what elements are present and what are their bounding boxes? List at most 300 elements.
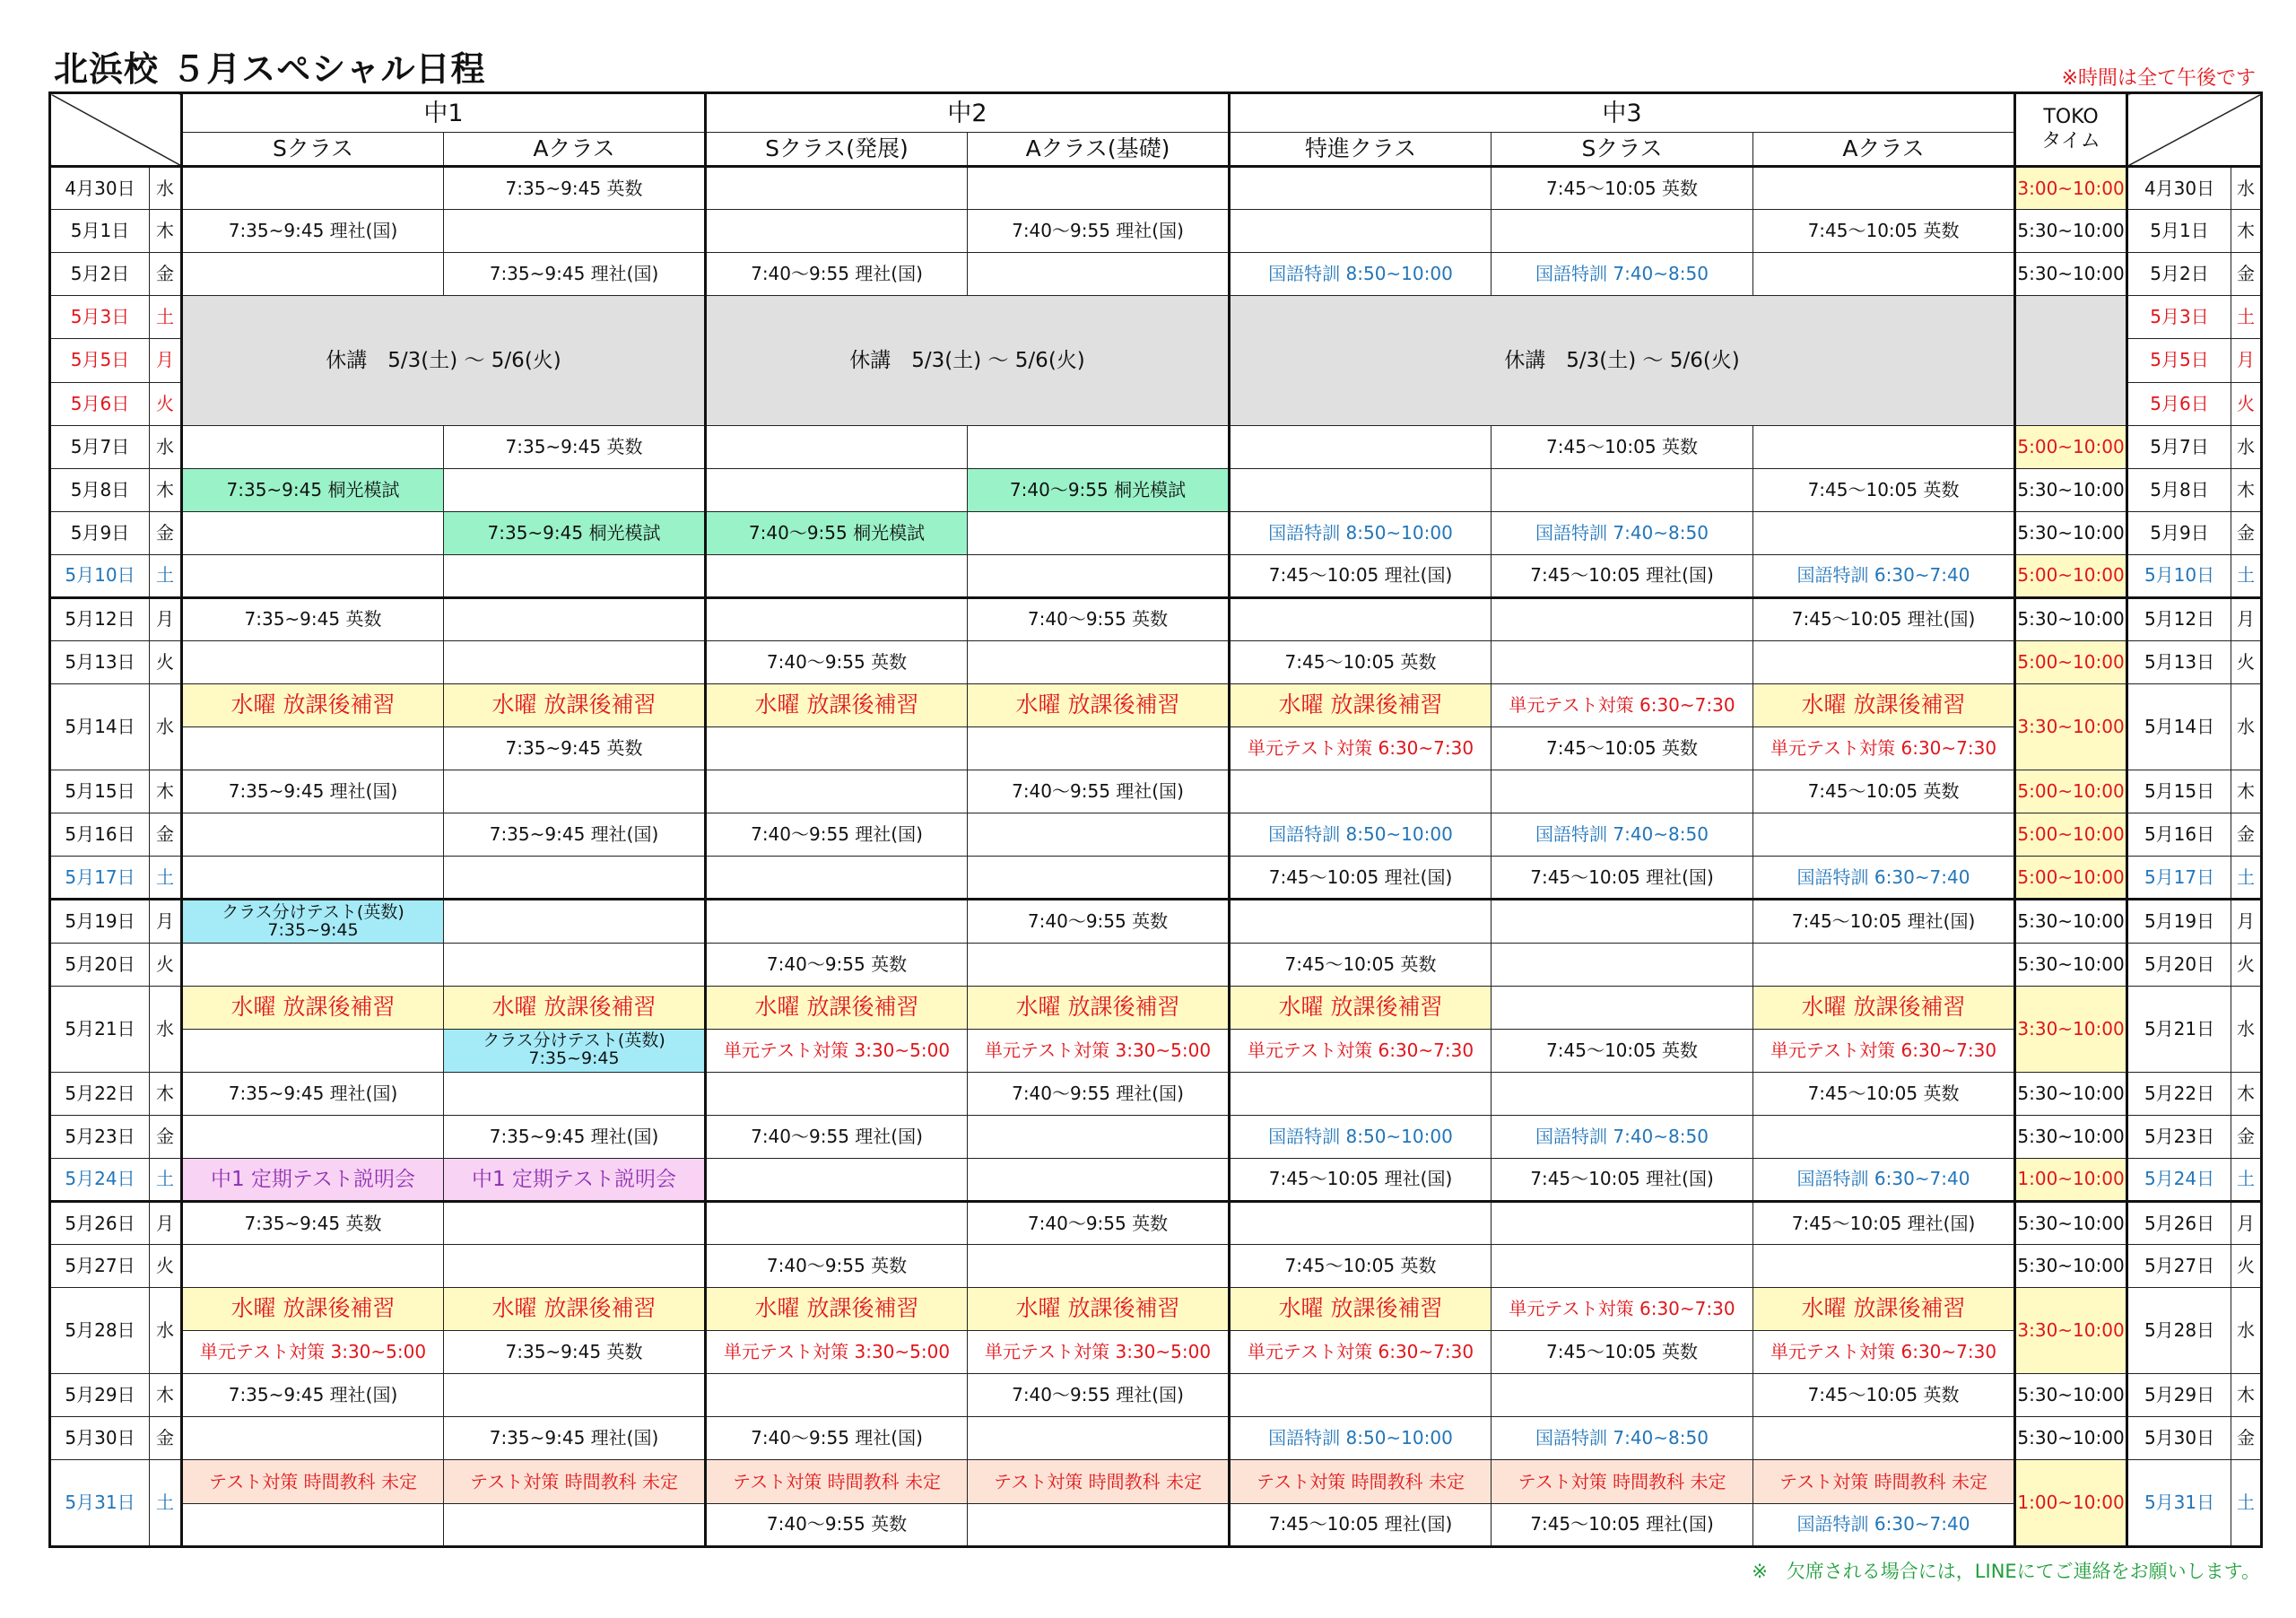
schedule-cell	[182, 1245, 444, 1288]
weekday-cell: 月	[2231, 900, 2262, 943]
schedule-cell	[968, 1503, 1230, 1546]
schedule-cell	[1492, 1072, 1753, 1115]
schedule-cell	[1230, 425, 1492, 468]
schedule-cell	[968, 511, 1230, 554]
schedule-cell: 水曜 放課後補習	[1753, 986, 2015, 1029]
header-class: Sクラス(発展)	[706, 133, 968, 167]
schedule-cell: 国語特訓 7:40~8:50	[1492, 253, 1753, 296]
weekday-cell: 月	[150, 597, 182, 640]
schedule-cell: 7:40～9:55 桐光模試	[706, 511, 968, 554]
date-cell: 5月3日	[2127, 296, 2231, 339]
date-cell: 5月6日	[2127, 382, 2231, 425]
weekday-cell: 月	[2231, 339, 2262, 382]
weekday-cell: 月	[150, 900, 182, 943]
schedule-cell: 7:45～10:05 理社(国)	[1492, 1158, 1753, 1201]
schedule-cell	[182, 554, 444, 597]
schedule-cell: 単元テスト対策 6:30~7:30	[1230, 727, 1492, 770]
weekday-cell: 火	[2231, 641, 2262, 684]
page-title: 北浜校 ５月スペシャル日程	[54, 49, 486, 89]
weekday-cell: 土	[150, 1460, 182, 1547]
date-cell: 5月9日	[2127, 511, 2231, 554]
toko-time-cell: 5:30~10:00	[2015, 1417, 2127, 1460]
schedule-cell: 水曜 放課後補習	[1230, 986, 1492, 1029]
schedule-cell	[1230, 597, 1492, 640]
schedule-cell: 国語特訓 6:30~7:40	[1753, 857, 2015, 900]
date-cell: 5月19日	[50, 900, 150, 943]
header-class: Aクラス(基礎)	[968, 133, 1230, 167]
weekday-cell: 火	[150, 1245, 182, 1288]
date-cell: 5月20日	[50, 943, 150, 986]
weekday-cell: 木	[150, 1072, 182, 1115]
schedule-cell: 7:45～10:05 英数	[1230, 943, 1492, 986]
schedule-cell	[1230, 900, 1492, 943]
weekday-cell: 木	[150, 468, 182, 511]
schedule-cell: 7:45～10:05 英数	[1230, 1245, 1492, 1288]
schedule-cell: 7:35~9:45 英数	[182, 597, 444, 640]
date-cell: 5月30日	[2127, 1417, 2231, 1460]
weekday-cell: 火	[150, 382, 182, 425]
schedule-cell	[706, 727, 968, 770]
schedule-cell: 7:35~9:45 理社(国)	[182, 1374, 444, 1417]
schedule-cell: 7:35~9:45 理社(国)	[444, 1115, 706, 1158]
schedule-cell: 7:40～9:55 英数	[968, 900, 1230, 943]
schedule-cell: 7:35~9:45 桐光模試	[444, 511, 706, 554]
schedule-cell: 7:40～9:55 理社(国)	[968, 770, 1230, 813]
schedule-cell	[1492, 770, 1753, 813]
holiday-cell-grade-2: 休講 5/3(土) ～ 5/6(火)	[706, 296, 1230, 425]
schedule-cell	[182, 900, 444, 943]
schedule-cell: 7:40～9:55 英数	[706, 1245, 968, 1288]
schedule-cell: 7:40～9:55 理社(国)	[706, 813, 968, 857]
header-toko-time: TOKO タイム	[2015, 93, 2127, 167]
schedule-cell	[444, 1029, 706, 1072]
header-grade-2: 中2	[706, 93, 1230, 133]
schedule-cell: 7:35~9:45 理社(国)	[444, 253, 706, 296]
schedule-cell: 7:40～9:55 理社(国)	[968, 1374, 1230, 1417]
schedule-cell: 単元テスト対策 6:30~7:30	[1492, 684, 1753, 727]
schedule-cell	[1492, 1202, 1753, 1245]
date-cell: 5月22日	[50, 1072, 150, 1115]
date-cell: 5月28日	[2127, 1288, 2231, 1374]
schedule-cell: 単元テスト対策 3:30~5:00	[706, 1029, 968, 1072]
schedule-cell: テスト対策 時間教科 未定	[444, 1460, 706, 1503]
schedule-cell: 国語特訓 7:40~8:50	[1492, 813, 1753, 857]
schedule-cell	[1753, 1417, 2015, 1460]
schedule-cell: 国語特訓 8:50~10:00	[1230, 1115, 1492, 1158]
toko-time-cell: 5:00~10:00	[2015, 857, 2127, 900]
schedule-cell	[706, 900, 968, 943]
schedule-cell	[706, 1374, 968, 1417]
weekday-cell: 金	[2231, 1417, 2262, 1460]
toko-time-cell: 5:30~10:00	[2015, 253, 2127, 296]
weekday-cell: 水	[2231, 986, 2262, 1072]
schedule-cell	[706, 167, 968, 210]
date-cell: 5月15日	[50, 770, 150, 813]
schedule-cell	[1492, 900, 1753, 943]
weekday-cell: 木	[2231, 210, 2262, 253]
schedule-cell: 7:35~9:45 英数	[182, 1202, 444, 1245]
corner-cell-right	[2127, 93, 2262, 167]
schedule-cell: 7:45～10:05 英数	[1492, 1029, 1753, 1072]
schedule-cell	[444, 1374, 706, 1417]
schedule-cell	[1230, 210, 1492, 253]
weekday-cell: 水	[2231, 684, 2262, 770]
schedule-cell	[1753, 425, 2015, 468]
schedule-cell	[706, 1072, 968, 1115]
schedule-cell: 単元テスト対策 6:30~7:30	[1753, 1331, 2015, 1374]
schedule-cell: 水曜 放課後補習	[968, 684, 1230, 727]
toko-time-cell: 5:30~10:00	[2015, 1072, 2127, 1115]
schedule-cell: 単元テスト対策 6:30~7:30	[1753, 727, 2015, 770]
schedule-cell	[968, 1417, 1230, 1460]
schedule-cell	[968, 857, 1230, 900]
schedule-cell: テスト対策 時間教科 未定	[1492, 1460, 1753, 1503]
toko-time-cell: 5:30~10:00	[2015, 943, 2127, 986]
schedule-cell: 7:40～9:55 理社(国)	[968, 210, 1230, 253]
schedule-cell	[1492, 1245, 1753, 1288]
schedule-cell: 7:40～9:55 桐光模試	[968, 468, 1230, 511]
date-cell: 5月8日	[50, 468, 150, 511]
schedule-cell: 7:35~9:45 英数	[444, 1331, 706, 1374]
schedule-cell: 水曜 放課後補習	[182, 986, 444, 1029]
toko-time-cell: 5:30~10:00	[2015, 1245, 2127, 1288]
schedule-cell	[182, 857, 444, 900]
toko-time-cell: 5:00~10:00	[2015, 770, 2127, 813]
schedule-cell: 7:35~9:45 桐光模試	[182, 468, 444, 511]
weekday-cell: 木	[2231, 770, 2262, 813]
date-cell: 5月7日	[50, 425, 150, 468]
schedule-cell	[968, 253, 1230, 296]
schedule-cell	[182, 1503, 444, 1546]
date-cell: 5月21日	[2127, 986, 2231, 1072]
schedule-cell: テスト対策 時間教科 未定	[706, 1460, 968, 1503]
schedule-cell	[1753, 1115, 2015, 1158]
date-cell: 5月1日	[2127, 210, 2231, 253]
weekday-cell: 水	[150, 167, 182, 210]
date-cell: 5月5日	[50, 339, 150, 382]
weekday-cell: 水	[2231, 425, 2262, 468]
date-cell: 5月29日	[2127, 1374, 2231, 1417]
schedule-cell: テスト対策 時間教科 未定	[968, 1460, 1230, 1503]
date-cell: 5月23日	[2127, 1115, 2231, 1158]
toko-time-cell: 5:30~10:00	[2015, 1202, 2127, 1245]
schedule-cell	[706, 210, 968, 253]
schedule-cell: 中1 定期テスト説明会	[444, 1158, 706, 1201]
weekday-cell: 火	[150, 943, 182, 986]
schedule-cell: 7:35~9:45 英数	[444, 727, 706, 770]
schedule-cell	[182, 1029, 444, 1072]
schedule-cell: 単元テスト対策 3:30~5:00	[968, 1029, 1230, 1072]
date-cell: 5月24日	[50, 1158, 150, 1201]
date-cell: 5月10日	[2127, 554, 2231, 597]
weekday-cell: 金	[150, 813, 182, 857]
schedule-cell: 7:35~9:45 英数	[444, 425, 706, 468]
weekday-cell: 金	[150, 253, 182, 296]
weekday-cell: 木	[2231, 1072, 2262, 1115]
schedule-cell	[1753, 511, 2015, 554]
schedule-cell: 水曜 放課後補習	[706, 986, 968, 1029]
schedule-cell: 7:45～10:05 英数	[1492, 727, 1753, 770]
weekday-cell: 金	[2231, 253, 2262, 296]
schedule-cell	[1230, 1072, 1492, 1115]
weekday-cell: 月	[150, 1202, 182, 1245]
header-grade-3: 中3	[1230, 93, 2015, 133]
toko-time-cell: 3:30~10:00	[2015, 684, 2127, 770]
schedule-cell	[1230, 167, 1492, 210]
weekday-cell: 火	[2231, 1245, 2262, 1288]
schedule-cell: 単元テスト対策 3:30~5:00	[706, 1331, 968, 1374]
schedule-cell: 7:45～10:05 理社(国)	[1492, 857, 1753, 900]
schedule-cell: 水曜 放課後補習	[182, 684, 444, 727]
schedule-cell: 7:45～10:05 理社(国)	[1230, 1158, 1492, 1201]
schedule-cell	[444, 210, 706, 253]
weekday-cell: 土	[150, 857, 182, 900]
schedule-cell	[444, 770, 706, 813]
schedule-cell	[444, 1503, 706, 1546]
date-cell: 5月14日	[50, 684, 150, 770]
schedule-cell: 水曜 放課後補習	[1230, 1288, 1492, 1331]
date-cell: 5月29日	[50, 1374, 150, 1417]
schedule-cell: 中1 定期テスト説明会	[182, 1158, 444, 1201]
schedule-cell: 7:35~9:45 理社(国)	[182, 1072, 444, 1115]
holiday-cell-grade-3: 休講 5/3(土) ～ 5/6(火)	[1230, 296, 2015, 425]
schedule-cell	[968, 1158, 1230, 1201]
weekday-cell: 土	[2231, 1158, 2262, 1201]
weekday-cell: 水	[2231, 1288, 2262, 1374]
class-test-time: 7:35~9:45	[528, 1048, 620, 1069]
schedule-cell	[182, 511, 444, 554]
weekday-cell: 火	[2231, 382, 2262, 425]
date-cell: 5月31日	[50, 1460, 150, 1547]
weekday-cell: 金	[2231, 813, 2262, 857]
schedule-cell: 7:35~9:45 理社(国)	[182, 210, 444, 253]
schedule-cell: テスト対策 時間教科 未定	[182, 1460, 444, 1503]
schedule-cell: 国語特訓 8:50~10:00	[1230, 253, 1492, 296]
toko-time-cell: 5:00~10:00	[2015, 813, 2127, 857]
schedule-cell: 7:45～10:05 理社(国)	[1230, 1503, 1492, 1546]
schedule-cell	[968, 943, 1230, 986]
date-cell: 5月2日	[2127, 253, 2231, 296]
header-class: 特進クラス	[1230, 133, 1492, 167]
schedule-cell: 7:45～10:05 英数	[1492, 1331, 1753, 1374]
schedule-cell: 単元テスト対策 6:30~7:30	[1753, 1029, 2015, 1072]
schedule-cell	[1753, 641, 2015, 684]
schedule-cell	[968, 167, 1230, 210]
schedule-cell	[968, 554, 1230, 597]
schedule-cell: 水曜 放課後補習	[444, 684, 706, 727]
schedule-cell	[444, 1072, 706, 1115]
weekday-cell: 金	[2231, 511, 2262, 554]
schedule-cell: 7:45～10:05 理社(国)	[1492, 1503, 1753, 1546]
toko-time-cell: 3:00~10:00	[2015, 167, 2127, 210]
time-note: ※時間は全て午後です	[2061, 67, 2256, 90]
schedule-cell	[706, 1202, 968, 1245]
schedule-cell: 国語特訓 6:30~7:40	[1753, 554, 2015, 597]
schedule-cell	[444, 554, 706, 597]
weekday-cell: 土	[150, 1158, 182, 1201]
toko-time-cell: 3:30~10:00	[2015, 1288, 2127, 1374]
schedule-cell: 7:45～10:05 英数	[1230, 641, 1492, 684]
schedule-cell: 7:45～10:05 英数	[1753, 468, 2015, 511]
schedule-cell	[706, 770, 968, 813]
schedule-cell: 7:35~9:45 理社(国)	[182, 770, 444, 813]
schedule-cell: 国語特訓 7:40~8:50	[1492, 1417, 1753, 1460]
holiday-cell-grade-1: 休講 5/3(土) ～ 5/6(火)	[182, 296, 706, 425]
date-cell: 5月26日	[2127, 1202, 2231, 1245]
schedule-cell	[182, 813, 444, 857]
schedule-cell: 7:45～10:05 理社(国)	[1492, 554, 1753, 597]
schedule-cell	[706, 597, 968, 640]
weekday-cell: 金	[150, 511, 182, 554]
schedule-cell	[706, 857, 968, 900]
schedule-cell	[444, 641, 706, 684]
schedule-cell: 国語特訓 6:30~7:40	[1753, 1503, 2015, 1546]
schedule-cell: 7:45～10:05 英数	[1753, 1374, 2015, 1417]
schedule-cell: 7:45～10:05 理社(国)	[1753, 900, 2015, 943]
schedule-cell	[706, 425, 968, 468]
schedule-cell	[1753, 1245, 2015, 1288]
weekday-cell: 土	[150, 554, 182, 597]
schedule-cell: 水曜 放課後補習	[182, 1288, 444, 1331]
schedule-cell	[1492, 1374, 1753, 1417]
weekday-cell: 水	[150, 425, 182, 468]
schedule-cell: 国語特訓 8:50~10:00	[1230, 511, 1492, 554]
weekday-cell: 金	[150, 1417, 182, 1460]
schedule-cell	[444, 857, 706, 900]
date-cell: 5月1日	[50, 210, 150, 253]
weekday-cell: 月	[2231, 597, 2262, 640]
schedule-cell: 水曜 放課後補習	[444, 1288, 706, 1331]
schedule-cell: 7:45～10:05 理社(国)	[1753, 1202, 2015, 1245]
schedule-cell: 水曜 放課後補習	[444, 986, 706, 1029]
toko-time-cell: 5:30~10:00	[2015, 210, 2127, 253]
schedule-cell: 7:45～10:05 理社(国)	[1230, 857, 1492, 900]
date-cell: 5月27日	[50, 1245, 150, 1288]
schedule-cell	[182, 727, 444, 770]
schedule-cell: 7:40～9:55 英数	[706, 943, 968, 986]
schedule-cell	[182, 425, 444, 468]
weekday-cell: 水	[150, 684, 182, 770]
date-cell: 5月20日	[2127, 943, 2231, 986]
schedule-cell	[1492, 210, 1753, 253]
schedule-cell	[1230, 1374, 1492, 1417]
weekday-cell: 土	[150, 296, 182, 339]
class-test-line: クラス分けテスト(英数)	[222, 901, 404, 922]
toko-time-cell: 5:00~10:00	[2015, 641, 2127, 684]
schedule-cell	[1492, 597, 1753, 640]
schedule-cell	[1492, 641, 1753, 684]
date-cell: 5月10日	[50, 554, 150, 597]
toko-time-cell: 5:30~10:00	[2015, 900, 2127, 943]
weekday-cell: 月	[2231, 1202, 2262, 1245]
schedule-cell: 国語特訓 6:30~7:40	[1753, 1158, 2015, 1201]
date-cell: 5月7日	[2127, 425, 2231, 468]
toko-time-cell: 5:30~10:00	[2015, 1115, 2127, 1158]
schedule-cell	[182, 1417, 444, 1460]
date-cell: 4月30日	[50, 167, 150, 210]
date-cell: 5月12日	[2127, 597, 2231, 640]
schedule-cell: テスト対策 時間教科 未定	[1753, 1460, 2015, 1503]
toko-time-cell	[2015, 296, 2127, 425]
date-cell: 5月14日	[2127, 684, 2231, 770]
schedule-cell: 水曜 放課後補習	[1753, 684, 2015, 727]
schedule-cell: 7:35~9:45 理社(国)	[444, 1417, 706, 1460]
toko-time-cell: 5:00~10:00	[2015, 425, 2127, 468]
schedule-cell: 7:40～9:55 英数	[706, 1503, 968, 1546]
schedule-cell	[706, 468, 968, 511]
schedule-cell: 単元テスト対策 6:30~7:30	[1492, 1288, 1753, 1331]
schedule-cell	[1230, 468, 1492, 511]
schedule-cell: 7:40～9:55 理社(国)	[706, 1417, 968, 1460]
date-cell: 5月26日	[50, 1202, 150, 1245]
schedule-cell: 水曜 放課後補習	[706, 684, 968, 727]
weekday-cell: 土	[2231, 857, 2262, 900]
schedule-cell: 国語特訓 8:50~10:00	[1230, 1417, 1492, 1460]
schedule-cell	[968, 425, 1230, 468]
weekday-cell: 水	[150, 986, 182, 1072]
schedule-cell: 水曜 放課後補習	[1753, 1288, 2015, 1331]
weekday-cell: 土	[2231, 1460, 2262, 1547]
schedule-cell	[444, 1202, 706, 1245]
date-cell: 5月12日	[50, 597, 150, 640]
schedule-cell: 7:40～9:55 英数	[968, 1202, 1230, 1245]
date-cell: 5月3日	[50, 296, 150, 339]
schedule-cell	[968, 727, 1230, 770]
date-cell: 5月28日	[50, 1288, 150, 1374]
date-cell: 5月2日	[50, 253, 150, 296]
schedule-cell: 水曜 放課後補習	[968, 1288, 1230, 1331]
schedule-cell	[1492, 986, 1753, 1029]
schedule-cell: 7:40～9:55 理社(国)	[968, 1072, 1230, 1115]
toko-time-cell: 1:00~10:00	[2015, 1460, 2127, 1547]
toko-time-cell: 5:00~10:00	[2015, 554, 2127, 597]
schedule-cell: 7:35~9:45 理社(国)	[444, 813, 706, 857]
weekday-cell: 木	[150, 1374, 182, 1417]
weekday-cell: 土	[2231, 296, 2262, 339]
schedule-cell: 国語特訓 8:50~10:00	[1230, 813, 1492, 857]
weekday-cell: 木	[2231, 1374, 2262, 1417]
weekday-cell: 木	[2231, 468, 2262, 511]
schedule-cell	[1230, 770, 1492, 813]
date-cell: 5月23日	[50, 1115, 150, 1158]
date-cell: 5月31日	[2127, 1460, 2231, 1547]
schedule-cell	[706, 554, 968, 597]
schedule-cell: 7:45～10:05 英数	[1492, 425, 1753, 468]
schedule-cell: テスト対策 時間教科 未定	[1230, 1460, 1492, 1503]
date-cell: 5月8日	[2127, 468, 2231, 511]
toko-time-cell: 3:30~10:00	[2015, 986, 2127, 1072]
date-cell: 5月15日	[2127, 770, 2231, 813]
schedule-table	[48, 91, 2263, 1548]
schedule-cell	[444, 900, 706, 943]
schedule-cell: 国語特訓 7:40~8:50	[1492, 511, 1753, 554]
schedule-cell	[182, 1115, 444, 1158]
schedule-cell	[444, 943, 706, 986]
weekday-cell: 木	[150, 210, 182, 253]
toko-time-cell: 5:30~10:00	[2015, 597, 2127, 640]
date-cell: 5月13日	[2127, 641, 2231, 684]
date-cell: 5月22日	[2127, 1072, 2231, 1115]
header-class: Aクラス	[444, 133, 706, 167]
schedule-cell: 7:45～10:05 英数	[1492, 167, 1753, 210]
corner-cell-left	[50, 93, 182, 167]
class-test-line: クラス分けテスト(英数)	[483, 1031, 665, 1051]
weekday-cell: 土	[2231, 554, 2262, 597]
date-cell: 5月6日	[50, 382, 150, 425]
date-cell: 5月17日	[50, 857, 150, 900]
toko-time-cell: 5:30~10:00	[2015, 1374, 2127, 1417]
schedule-cell: 7:45～10:05 英数	[1753, 1072, 2015, 1115]
